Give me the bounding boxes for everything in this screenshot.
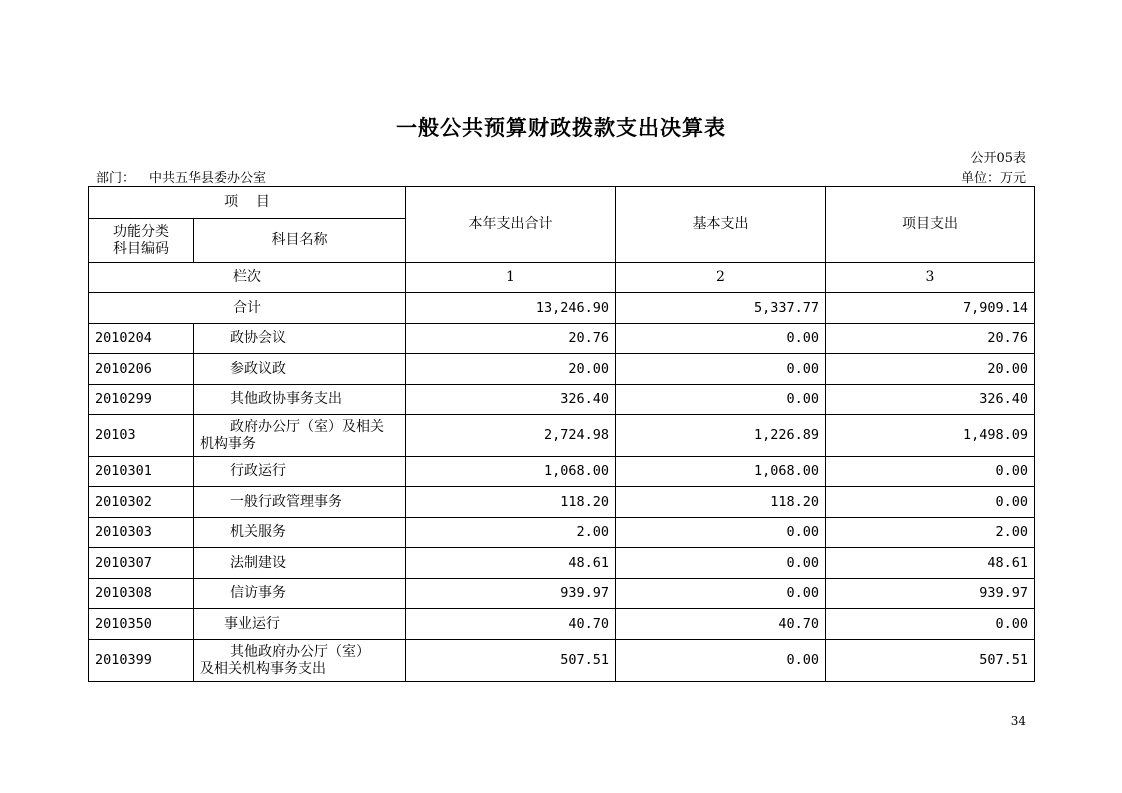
form-number: 公开05表 [970,151,1026,166]
column-number-row [89,263,1035,293]
row-basic: 0.00 [616,579,826,609]
row-total: 40.70 [406,609,616,640]
row-code: 2010206 [89,354,194,385]
sum-project: 7,909.14 [826,293,1035,324]
row-total: 1,068.00 [406,457,616,487]
row-name: 行政运行 [194,457,406,487]
row-basic: 1,068.00 [616,457,826,487]
row-name [194,415,406,457]
row-project: 20.76 [826,324,1035,354]
row-basic: 40.70 [616,609,826,640]
row-project: 48.61 [826,548,1035,579]
row-basic: 0.00 [616,324,826,354]
row-basic: 0.00 [616,548,826,579]
row-project: 20.00 [826,354,1035,385]
department-value: 中共五华县委办公室 [149,171,267,186]
row-total: 20.76 [406,324,616,354]
row-name: 机关服务 [194,518,406,548]
row-total: 507.51 [406,640,616,682]
column-number-3: 3 [826,263,1035,293]
row-basic: 0.00 [616,518,826,548]
header-project: 项目支出 [826,187,1035,263]
header-item-group: 项 目 [89,187,406,219]
row-project: 0.00 [826,609,1035,640]
row-code: 2010302 [89,487,194,518]
table-row [89,579,1035,609]
department-line [96,167,266,186]
header-func-code-line1: 功能分类 [113,223,169,240]
header-total: 本年支出合计 [406,187,616,263]
row-name-line1: 其他政府办公厅（室） [230,643,370,660]
row-basic: 0.00 [616,385,826,415]
row-project: 1,498.09 [826,415,1035,457]
table-row [89,324,1035,354]
row-name: 其他政协事务支出 [194,385,406,415]
row-code: 20103 [89,415,194,457]
table-row [89,415,1035,457]
sum-total: 13,246.90 [406,293,616,324]
table-row [89,354,1035,385]
table-row [89,548,1035,579]
column-number-1: 1 [406,263,616,293]
row-basic: 1,226.89 [616,415,826,457]
row-code: 2010399 [89,640,194,682]
table-row [89,487,1035,518]
row-name: 参政议政 [194,354,406,385]
row-total: 48.61 [406,548,616,579]
sum-label: 合计 [89,293,406,324]
row-project: 507.51 [826,640,1035,682]
header-basic: 基本支出 [616,187,826,263]
row-name-line2: 机构事务 [200,435,256,452]
row-project: 0.00 [826,457,1035,487]
table-row [89,518,1035,548]
row-basic: 0.00 [616,640,826,682]
row-code: 2010308 [89,579,194,609]
row-code: 2010350 [89,609,194,640]
row-code: 2010301 [89,457,194,487]
row-code: 2010299 [89,385,194,415]
header-subject-name: 科目名称 [194,219,406,263]
table-row [89,640,1035,682]
row-name [194,640,406,682]
row-code: 2010307 [89,548,194,579]
unit-label: 单位：万元 [960,171,1026,186]
row-name: 事业运行 [194,609,406,640]
row-project: 2.00 [826,518,1035,548]
table-row [89,457,1035,487]
row-code: 2010303 [89,518,194,548]
table-row [89,385,1035,415]
row-name-line2: 及相关机构事务支出 [200,660,326,677]
table-row [89,609,1035,640]
row-total: 118.20 [406,487,616,518]
page-number: 34 [1010,714,1026,728]
row-code: 2010204 [89,324,194,354]
row-project: 326.40 [826,385,1035,415]
row-total: 2,724.98 [406,415,616,457]
expenditure-table [88,186,1035,682]
department-label: 部门： [96,171,136,186]
row-total: 20.00 [406,354,616,385]
row-project: 939.97 [826,579,1035,609]
header-func-code-line2: 科目编码 [113,240,169,257]
row-basic: 118.20 [616,487,826,518]
header-row-1 [89,187,1035,219]
row-name: 信访事务 [194,579,406,609]
header-func-code [89,219,194,263]
row-total: 326.40 [406,385,616,415]
sum-row [89,293,1035,324]
row-total: 2.00 [406,518,616,548]
column-number-2: 2 [616,263,826,293]
sum-basic: 5,337.77 [616,293,826,324]
row-name: 政协会议 [194,324,406,354]
row-project: 0.00 [826,487,1035,518]
row-name: 一般行政管理事务 [194,487,406,518]
row-name-line1: 政府办公厅（室）及相关 [230,418,384,435]
page-title: 一般公共预算财政拨款支出决算表 [396,115,726,140]
row-basic: 0.00 [616,354,826,385]
column-label: 栏次 [89,263,406,293]
row-name: 法制建设 [194,548,406,579]
row-total: 939.97 [406,579,616,609]
